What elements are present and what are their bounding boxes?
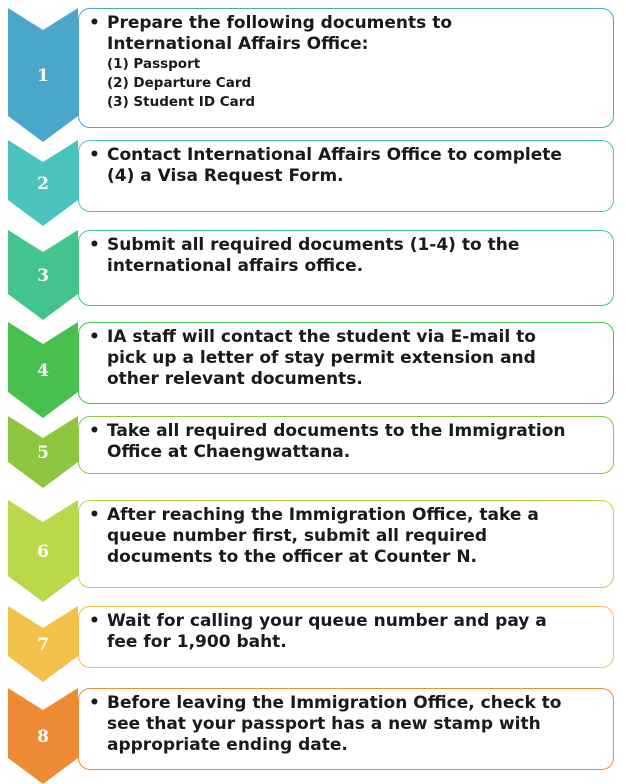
step-text: international affairs office. xyxy=(107,256,364,276)
step-text-box xyxy=(78,322,614,404)
step-text: Contact International Affairs Office to complete xyxy=(107,145,562,165)
step-text-box xyxy=(78,688,614,770)
step-text-line xyxy=(89,348,605,369)
step-text-line xyxy=(89,256,605,277)
bullet-icon: • xyxy=(89,611,100,631)
bullet-icon: • xyxy=(89,327,100,347)
step-text-line xyxy=(89,145,605,166)
step-text-line xyxy=(89,547,605,568)
step-6 xyxy=(0,500,626,588)
step-text-box xyxy=(78,8,614,128)
step-number: 7 xyxy=(37,635,49,655)
step-text: Office at Chaengwattana. xyxy=(107,442,351,462)
step-number: 2 xyxy=(37,174,49,194)
bullet-icon: • xyxy=(89,13,100,33)
step-number: 3 xyxy=(37,266,49,286)
step-text: appropriate ending date. xyxy=(107,735,348,755)
step-text: After reaching the Immigration Office, take a xyxy=(107,505,539,525)
step-number: 8 xyxy=(37,727,49,747)
step-text-line xyxy=(89,714,605,735)
step-text-line xyxy=(89,166,605,187)
step-text: documents to the officer at Counter N. xyxy=(107,547,478,567)
bullet-icon: • xyxy=(89,693,100,713)
step-text-line xyxy=(89,505,605,526)
step-number: 5 xyxy=(37,443,49,463)
bullet-icon: • xyxy=(89,421,100,441)
document-list-item: (3) Student ID Card xyxy=(107,94,256,110)
step-text-line xyxy=(89,235,605,256)
step-text: pick up a letter of stay permit extension and xyxy=(107,348,536,368)
step-text-line xyxy=(89,34,605,55)
step-4 xyxy=(0,322,626,404)
step-text-box xyxy=(78,500,614,588)
step-text: Wait for calling your queue number and pay a xyxy=(107,611,547,631)
step-number: 4 xyxy=(37,361,49,381)
step-text: other relevant documents. xyxy=(107,369,363,389)
step-text-line xyxy=(89,369,605,390)
step-text: IA staff will contact the student via E-mail to xyxy=(107,327,536,347)
document-list-item: (1) Passport xyxy=(107,56,201,72)
step-text-line xyxy=(89,735,605,756)
step-number: 6 xyxy=(37,542,49,562)
step-text: (4) a Visa Request Form. xyxy=(107,166,344,186)
step-text: International Affairs Office: xyxy=(107,34,369,54)
step-text: fee for 1,900 baht. xyxy=(107,632,287,652)
step-text-line xyxy=(89,442,605,463)
bullet-icon: • xyxy=(89,505,100,525)
step-text-line xyxy=(89,526,605,547)
step-text: Before leaving the Immigration Office, check to xyxy=(107,693,562,713)
step-7 xyxy=(0,606,626,668)
document-list-item: (2) Departure Card xyxy=(107,75,252,91)
step-text-box xyxy=(78,140,614,212)
step-text-line xyxy=(89,693,605,714)
step-text: queue number first, submit all required xyxy=(107,526,487,546)
step-text-box xyxy=(78,230,614,306)
step-8 xyxy=(0,688,626,770)
step-text-box xyxy=(78,416,614,474)
step-2 xyxy=(0,140,626,212)
step-text-box xyxy=(78,606,614,668)
step-3 xyxy=(0,230,626,306)
bullet-icon: • xyxy=(89,145,100,165)
step-number: 1 xyxy=(37,66,49,86)
step-text-line xyxy=(89,327,605,348)
step-text: Submit all required documents (1-4) to the xyxy=(107,235,520,255)
step-1 xyxy=(0,8,626,128)
step-text-line xyxy=(89,13,605,34)
step-5 xyxy=(0,416,626,474)
step-text-line xyxy=(89,632,605,653)
step-text: see that your passport has a new stamp with xyxy=(107,714,541,734)
step-text-line xyxy=(89,611,605,632)
bullet-icon: • xyxy=(89,235,100,255)
step-text-line xyxy=(89,421,605,442)
step-text: Prepare the following documents to xyxy=(107,13,452,33)
step-text: Take all required documents to the Immigration xyxy=(107,421,566,441)
